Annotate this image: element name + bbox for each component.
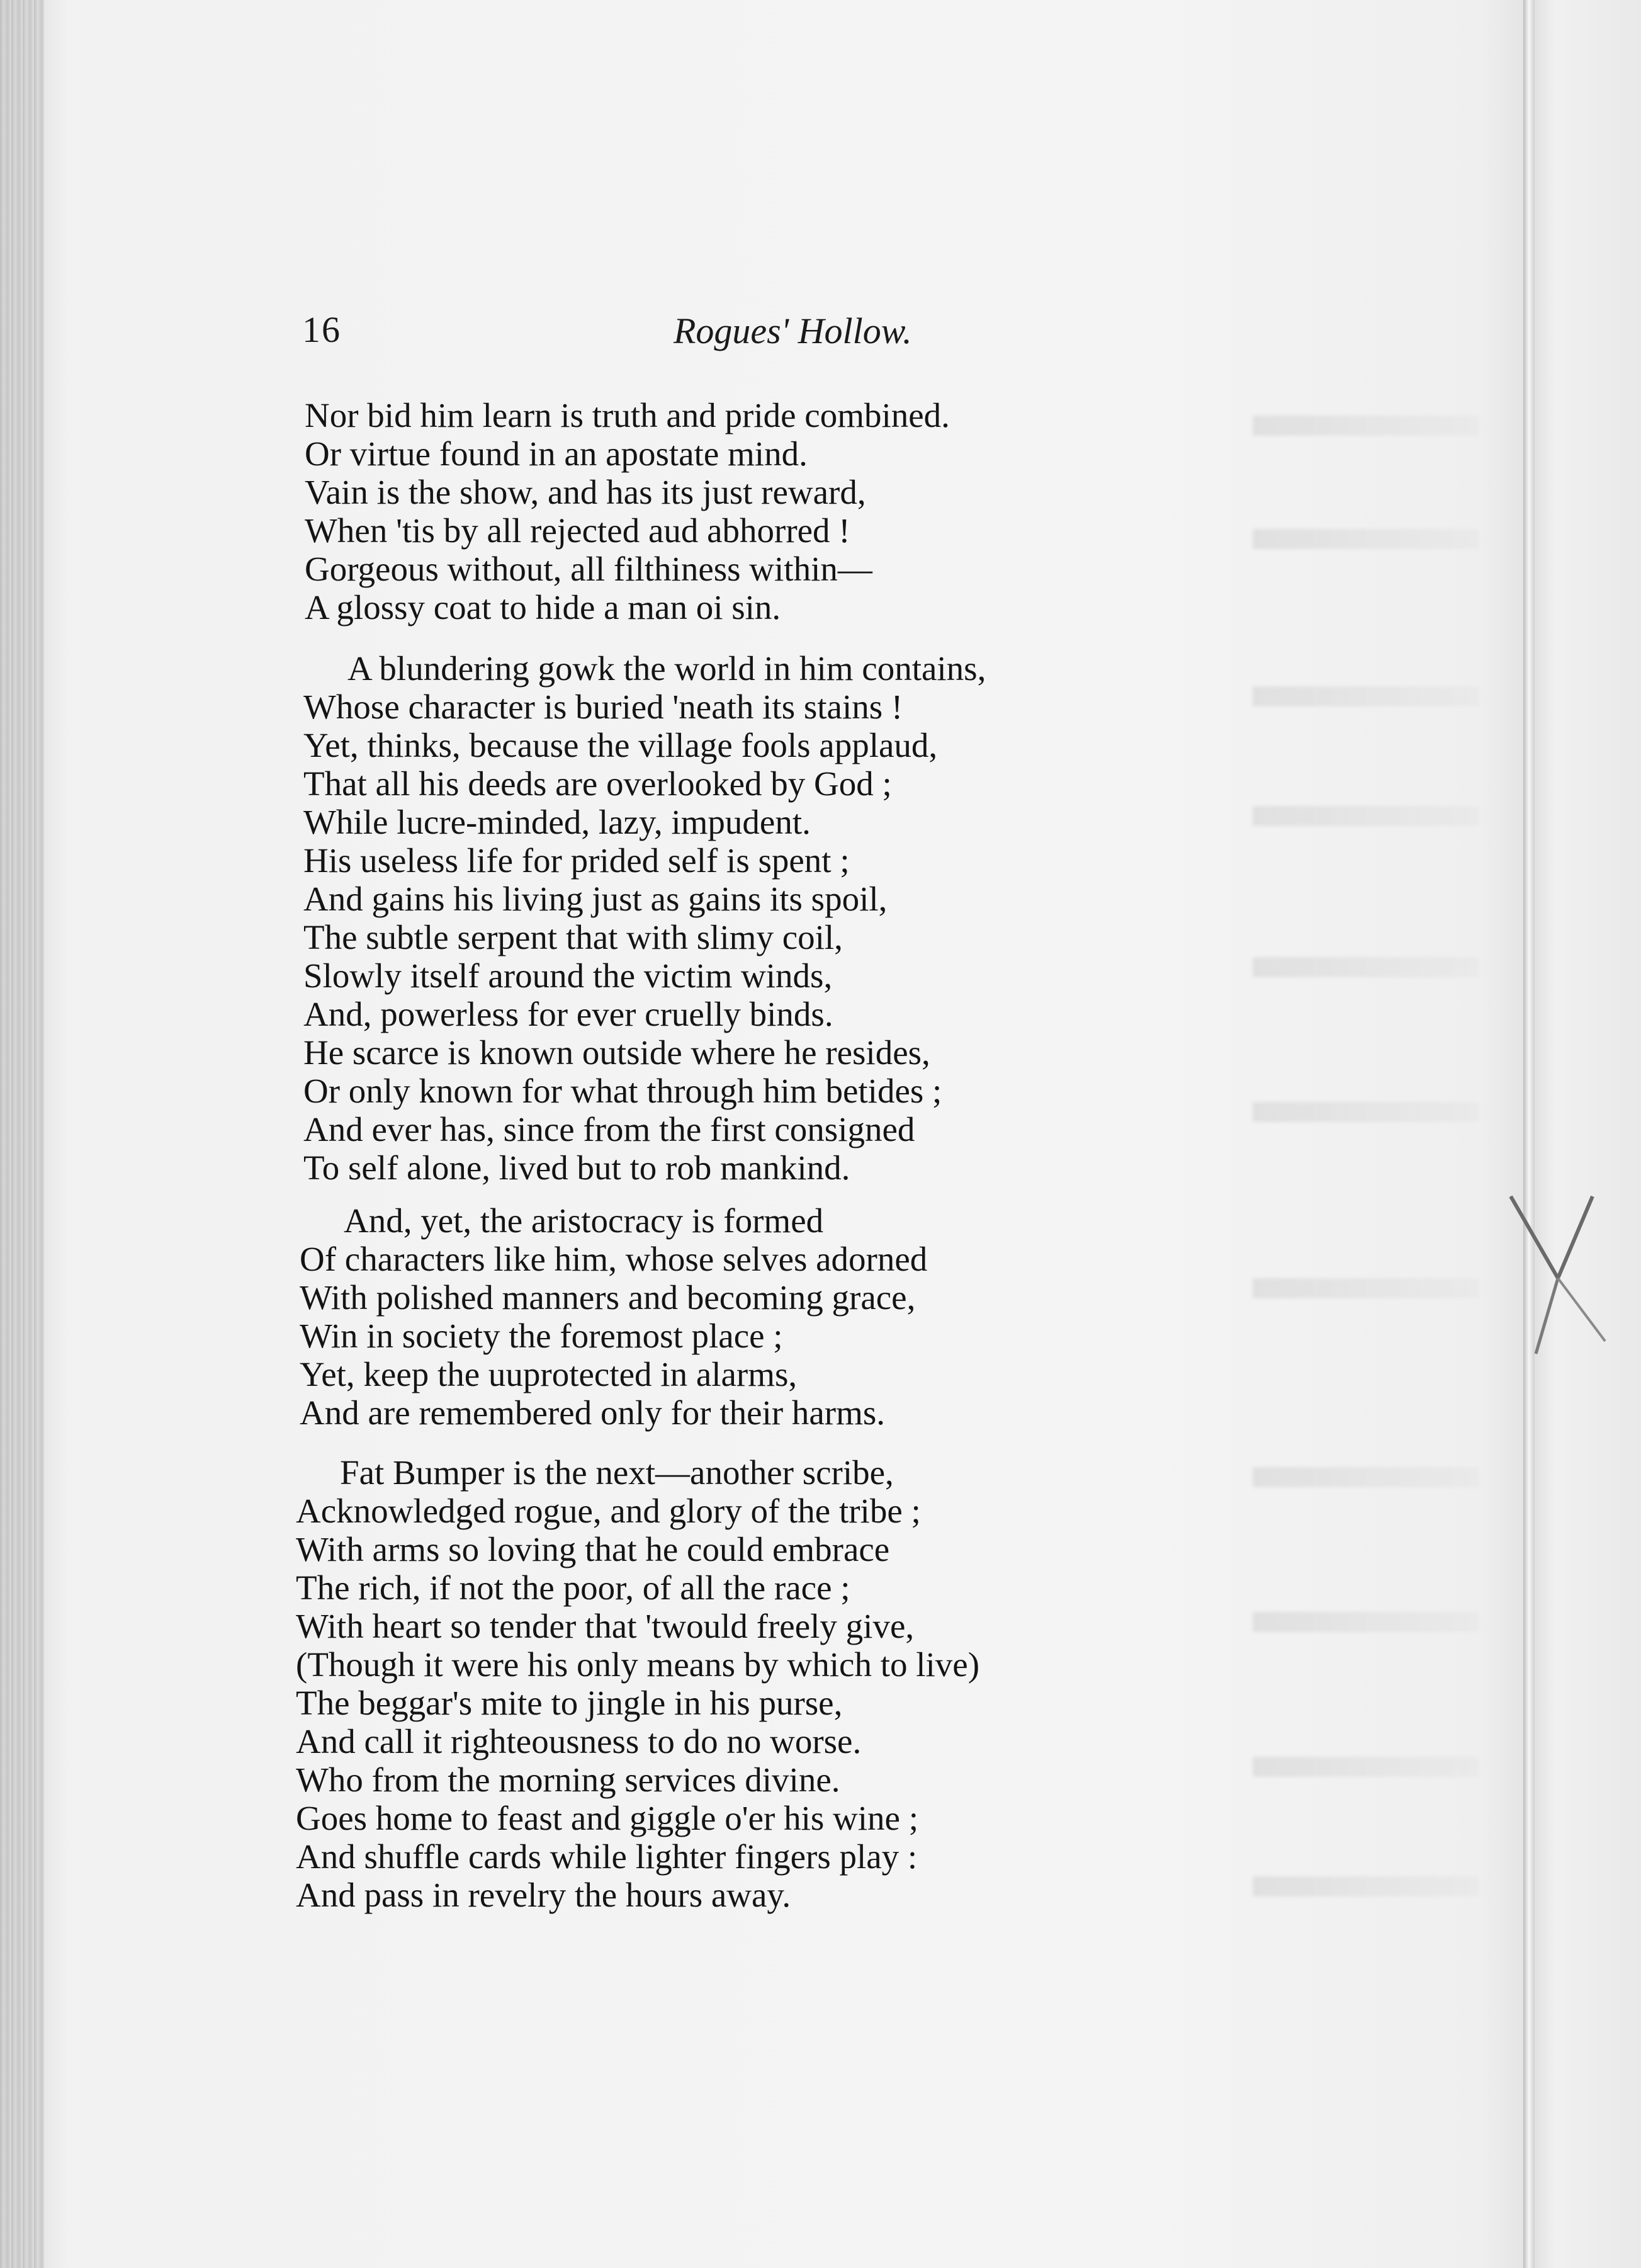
verse-line: Gorgeous without, all filthiness within—: [305, 550, 872, 588]
verse-line: A blundering gowk the world in him contains,: [347, 649, 986, 688]
verse-line: Vain is the show, and has its just reward,: [305, 473, 866, 511]
show-through-shadow: [1253, 957, 1479, 977]
verse-line: With heart so tender that 'twould freely give,: [296, 1607, 915, 1645]
verse-line: Yet, thinks, because the village fools applaud,: [303, 726, 938, 764]
verse-line: And call it righteousness to do no worse.: [296, 1722, 862, 1761]
stanza-1: [305, 396, 950, 627]
verse-line: (Though it were his only means by which to live): [296, 1645, 980, 1684]
running-title: Rogues' Hollow.: [674, 310, 912, 351]
verse-line: The subtle serpent that with slimy coil,: [303, 918, 843, 956]
verse-line: Fat Bumper is the next—another scribe,: [340, 1453, 894, 1492]
verse-line: Whose character is buried 'neath its stains !: [303, 688, 903, 726]
stanza-4: [296, 1453, 979, 1914]
verse-line: Win in society the foremost place ;: [300, 1317, 783, 1355]
verse-line: Who from the morning services divine.: [296, 1761, 840, 1799]
verse-line: And are remembered only for their harms.: [300, 1393, 886, 1432]
verse-line: Or virtue found in an apostate mind.: [305, 434, 808, 473]
verse-line: Slowly itself around the victim winds,: [303, 956, 833, 995]
show-through-shadow: [1253, 1467, 1479, 1487]
show-through-shadow: [1253, 1102, 1479, 1122]
verse-line: And gains his living just as gains its spoil,: [303, 880, 888, 918]
verse-line: And pass in revelry the hours away.: [296, 1876, 791, 1914]
verse-line: And, yet, the aristocracy is formed: [344, 1201, 824, 1240]
verse-line: Nor bid him learn is truth and pride combined.: [305, 396, 950, 434]
verse-line: The rich, if not the poor, of all the race ;: [296, 1568, 850, 1607]
verse-line: With arms so loving that he could embrace: [296, 1530, 890, 1568]
show-through-shadow: [1253, 1278, 1479, 1298]
verse-line: Goes home to feast and giggle o'er his wine ;: [296, 1799, 918, 1837]
verse-line: Of characters like him, whose selves adorned: [300, 1240, 928, 1278]
verse-line: Yet, keep the uuprotected in alarms,: [300, 1355, 798, 1393]
page-number: 16: [302, 309, 341, 350]
show-through-shadow: [1253, 529, 1479, 549]
show-through-shadow: [1253, 1876, 1479, 1897]
verse-line: Acknowledged rogue, and glory of the tribe ;: [296, 1492, 921, 1530]
verse-line: Or only known for what through him betides ;: [303, 1072, 942, 1110]
stanza-2: [303, 649, 986, 1187]
show-through-shadow: [1253, 416, 1479, 436]
verse-line: His useless life for prided self is spent ;: [303, 841, 850, 880]
verse-line: And ever has, since from the first consigned: [303, 1110, 915, 1148]
show-through-shadow: [1253, 1612, 1479, 1632]
stanza-3: [300, 1201, 927, 1432]
verse-line: That all his deeds are overlooked by God ;: [303, 764, 892, 803]
verse-line: And, powerless for ever cruelly binds.: [303, 995, 833, 1033]
verse-line: With polished manners and becoming grace,: [300, 1278, 916, 1317]
page-binding-edge: [0, 0, 44, 2268]
show-through-shadow: [1253, 686, 1479, 706]
verse-line: A glossy coat to hide a man oi sin.: [305, 588, 781, 627]
binding-thread-icon: [1498, 1184, 1611, 1360]
verse-line: When 'tis by all rejected aud abhorred !: [305, 511, 850, 550]
verse-line: And shuffle cards while lighter fingers play :: [296, 1837, 918, 1876]
show-through-shadow: [1253, 1757, 1479, 1777]
verse-line: The beggar's mite to jingle in his purse,: [296, 1684, 843, 1722]
verse-line: He scarce is known outside where he resides,: [303, 1033, 930, 1072]
verse-line: While lucre-minded, lazy, impudent.: [303, 803, 811, 841]
verse-line: To self alone, lived but to rob mankind.: [303, 1148, 850, 1187]
show-through-shadow: [1253, 806, 1479, 826]
page-fold-edge: [1523, 0, 1535, 2268]
